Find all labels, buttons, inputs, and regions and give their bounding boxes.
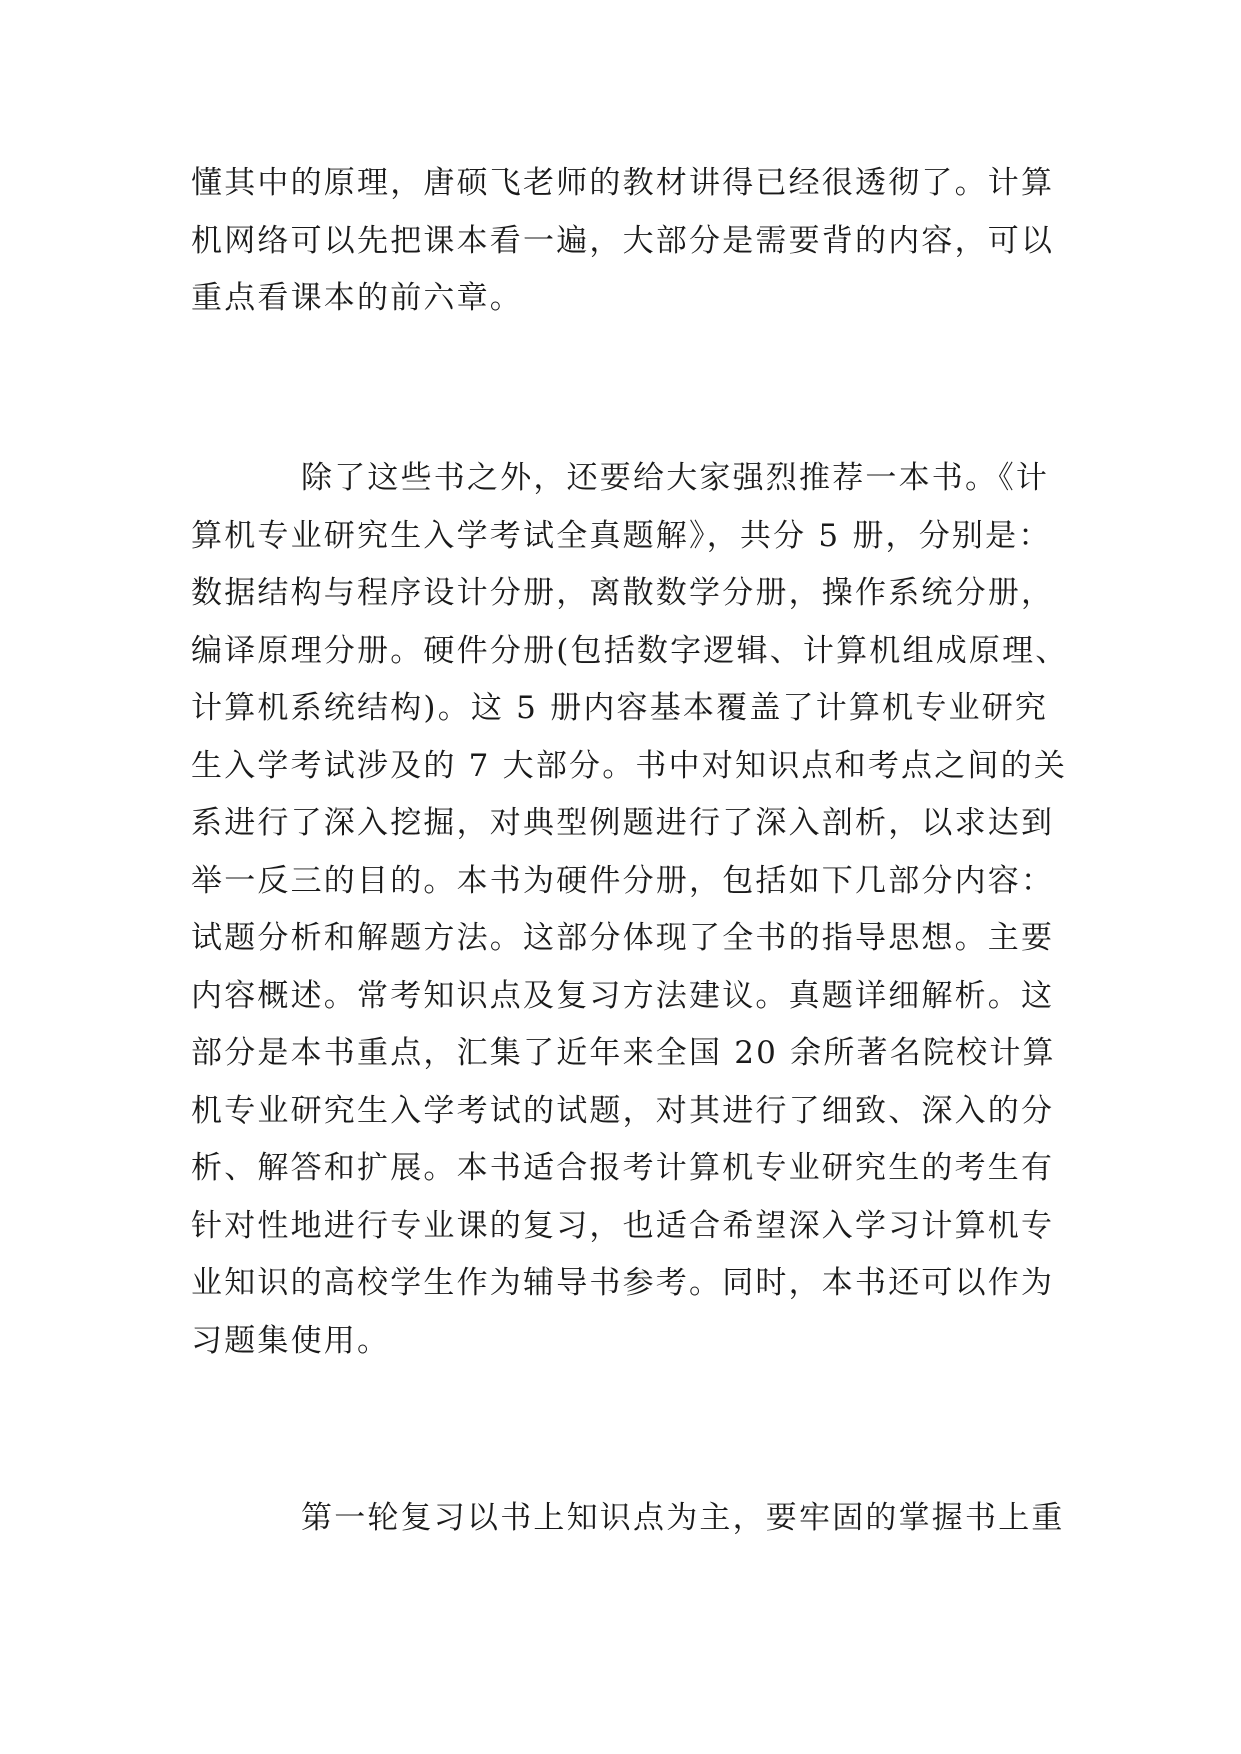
text-line: 计算机系统结构)。这 5 册内容基本覆盖了计算机专业研究 bbox=[191, 690, 1049, 726]
text-line: 机专业研究生入学考试的试题，对其进行了细致、深入的分 bbox=[191, 1092, 1055, 1129]
paragraph-textbook-notes bbox=[191, 155, 1071, 328]
text-line-indented: 除了这些书之外，还要给大家强烈推荐一本书。《计 bbox=[301, 460, 1050, 496]
text-line: 习题集使用。 bbox=[191, 1322, 391, 1359]
text-line: 举一反三的目的。本书为硬件分册，包括如下几部分内容： bbox=[191, 862, 1055, 899]
paragraph-book-recommendation bbox=[191, 450, 1071, 1370]
text-line: 试题分析和解题方法。这部分体现了全书的指导思想。主要 bbox=[191, 920, 1055, 956]
text-line: 析、解答和扩展。本书适合报考计算机专业研究生的考生有 bbox=[191, 1150, 1055, 1186]
paragraph-first-review bbox=[191, 1490, 1071, 1548]
text-line: 生入学考试涉及的 7 大部分。书中对知识点和考点之间的关 bbox=[191, 747, 1068, 784]
text-line: 部分是本书重点，汇集了近年来全国 20 余所著名院校计算 bbox=[191, 1035, 1056, 1071]
text-line: 重点看课本的前六章。 bbox=[191, 280, 523, 316]
text-line: 业知识的高校学生作为辅导书参考。同时，本书还可以作为 bbox=[191, 1265, 1055, 1301]
text-line: 针对性地进行专业课的复习，也适合希望深入学习计算机专 bbox=[191, 1207, 1055, 1244]
text-line: 懂其中的原理，唐硕飞老师的教材讲得已经很透彻了。计算 bbox=[191, 165, 1055, 201]
text-line: 数据结构与程序设计分册，离散数学分册，操作系统分册， bbox=[191, 575, 1055, 611]
text-line: 机网络可以先把课本看一遍，大部分是需要背的内容，可以 bbox=[191, 222, 1055, 259]
text-line: 内容概述。常考知识点及复习方法建议。真题详细解析。这 bbox=[191, 977, 1055, 1014]
text-line: 算机专业研究生入学考试全真题解》，共分 5 册，分别是： bbox=[191, 517, 1052, 554]
text-line-indented: 第一轮复习以书上知识点为主，要牢固的掌握书上重 bbox=[301, 1500, 1065, 1536]
text-line: 系进行了深入挖掘，对典型例题进行了深入剖析，以求达到 bbox=[191, 805, 1055, 841]
text-line: 编译原理分册。硬件分册(包括数字逻辑、计算机组成原理、 bbox=[191, 632, 1069, 669]
